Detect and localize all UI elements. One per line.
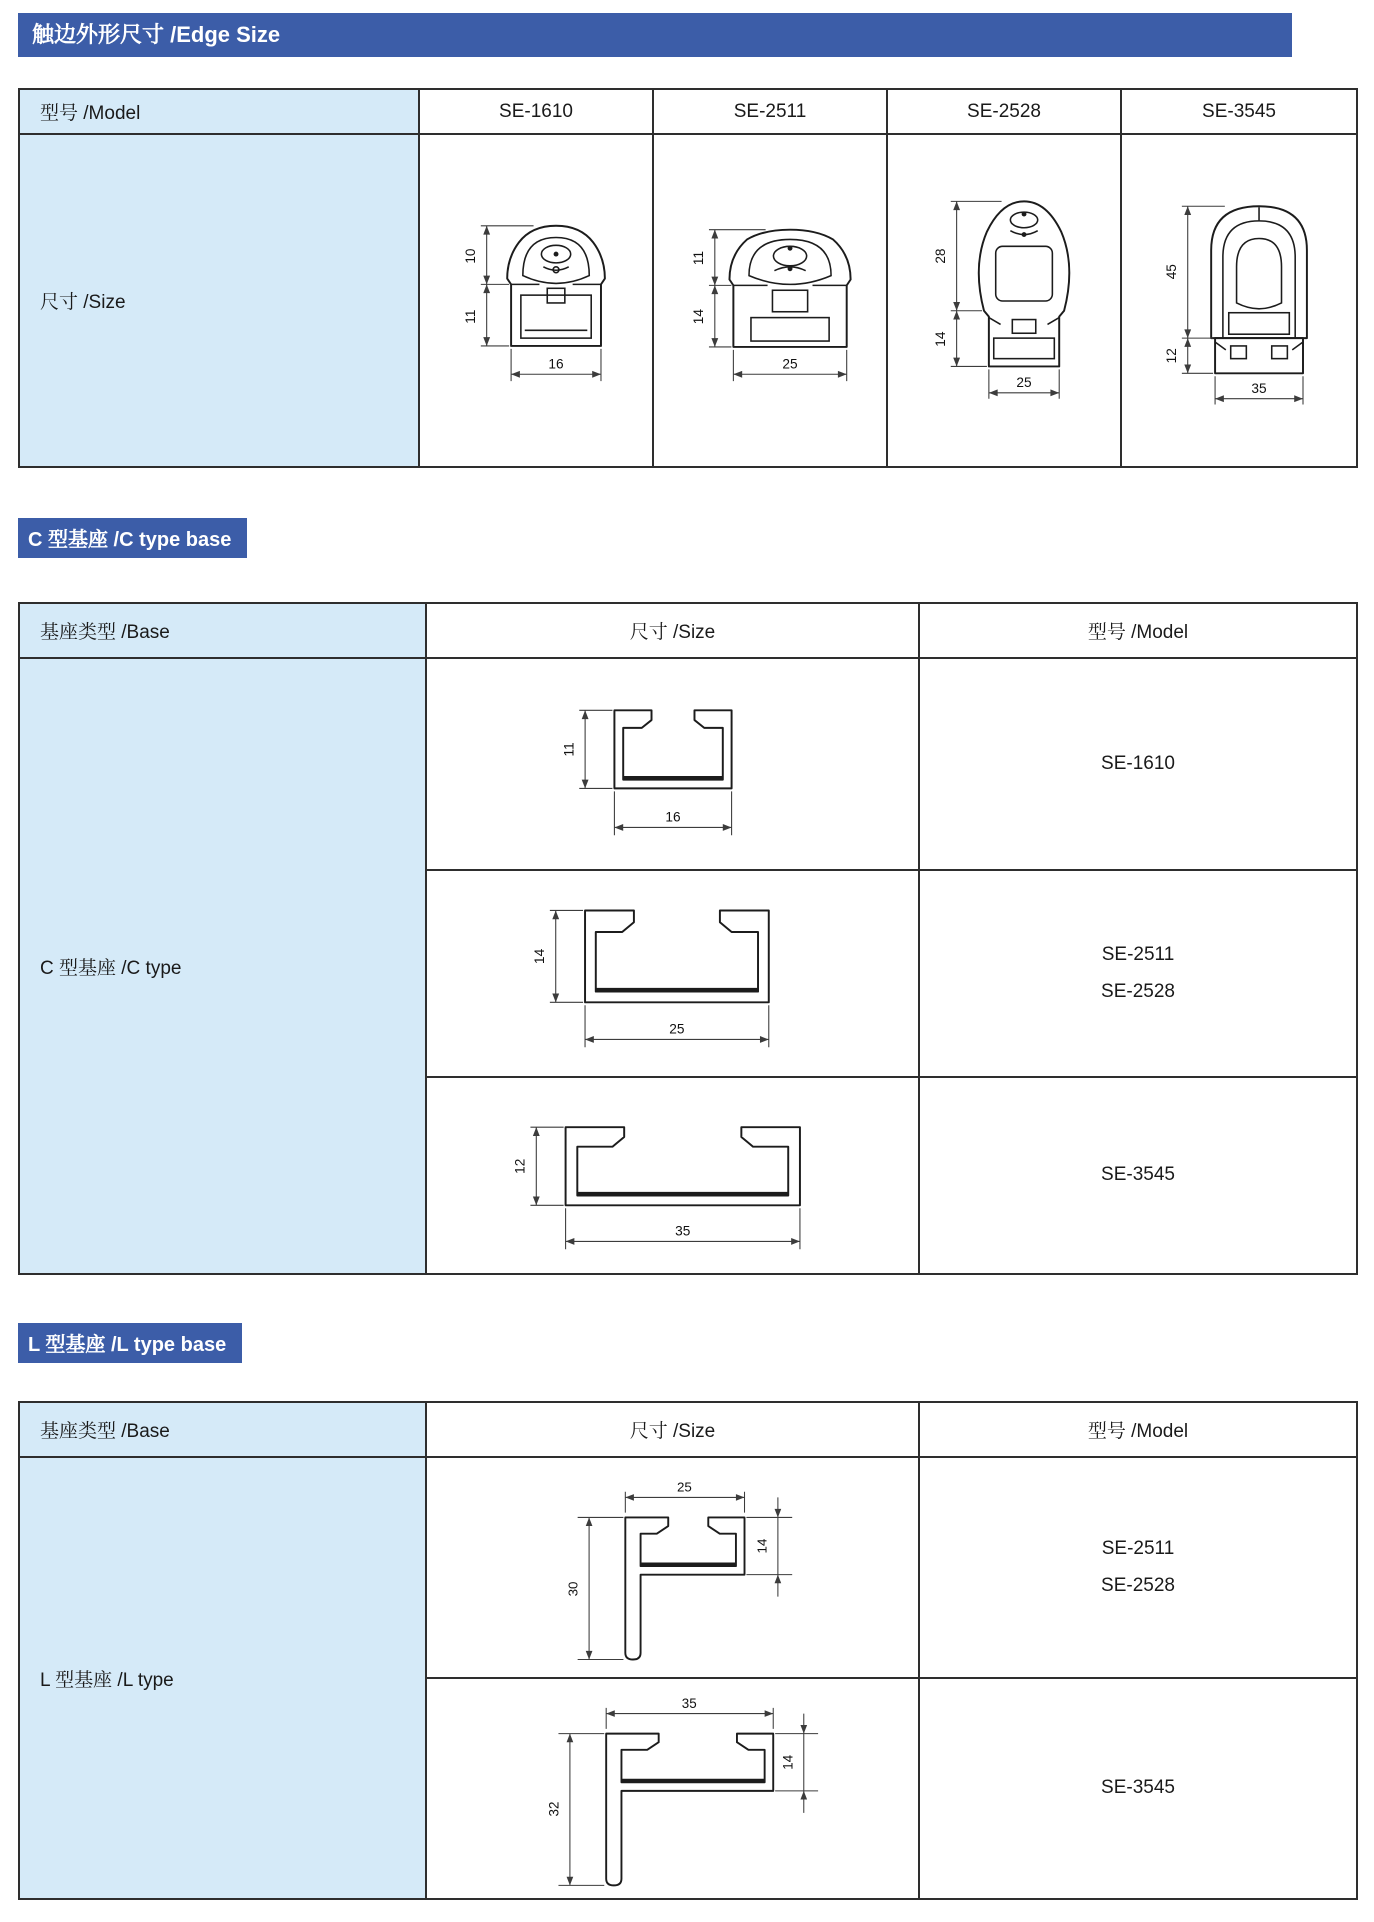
dim-channel-height: 14 xyxy=(779,1754,795,1770)
dim-top-height: 45 xyxy=(1163,263,1179,279)
c-profile-35-drawing-cell xyxy=(426,1077,919,1274)
dim-top-width: 35 xyxy=(681,1695,697,1711)
edge-size-header: 尺寸 /Size xyxy=(19,134,419,467)
l-profile-25-drawing-cell xyxy=(426,1457,919,1678)
dim-height: 14 xyxy=(531,948,547,965)
c-profile-35x12-drawing xyxy=(458,1093,888,1259)
edge-col-se-3545: SE-3545 xyxy=(1121,89,1357,134)
dim-width: 25 xyxy=(1015,374,1032,390)
edge-col-se-1610: SE-1610 xyxy=(419,89,653,134)
model-line: SE-2511 xyxy=(1101,944,1175,966)
dim-top-height: 28 xyxy=(932,247,948,264)
c-profile-16-drawing-cell xyxy=(426,658,919,870)
c-type-base-section-label: C 型基座 /C type base xyxy=(18,518,247,558)
edge-size-table xyxy=(18,88,1358,468)
se-1610-drawing-cell xyxy=(419,134,653,467)
se-2528-drawing-cell xyxy=(887,134,1121,467)
dim-base-height: 12 xyxy=(1163,347,1179,363)
l-size-header: 尺寸 /Size xyxy=(426,1402,919,1457)
c-model-se-3545 xyxy=(919,1077,1357,1274)
l-model-se-2511-2528 xyxy=(919,1457,1357,1678)
c-profile-25-drawing-cell xyxy=(426,870,919,1077)
dim-height: 11 xyxy=(560,742,576,757)
model-line: SE-2528 xyxy=(1101,980,1175,1002)
c-table-row-se-1610 xyxy=(19,658,1357,870)
edge-model-header: 型号 /Model xyxy=(19,89,419,134)
se-2511-drawing-cell xyxy=(653,134,887,467)
l-model-se-3545 xyxy=(919,1678,1357,1899)
model-line: SE-3545 xyxy=(1101,1164,1175,1186)
dim-top-width: 25 xyxy=(676,1479,692,1495)
dim-top-height: 10 xyxy=(462,247,478,264)
model-line: SE-1610 xyxy=(1101,752,1175,774)
dim-width: 35 xyxy=(1250,380,1267,396)
c-type-label: C 型基座 /C type xyxy=(19,658,426,1274)
dim-leg-height: 30 xyxy=(565,1581,581,1597)
edge-col-se-2511: SE-2511 xyxy=(653,89,887,134)
dim-base-height: 14 xyxy=(690,308,706,324)
l-profile-25x30-drawing xyxy=(463,1465,883,1670)
c-table-header-row xyxy=(19,603,1357,658)
c-size-header: 尺寸 /Size xyxy=(426,603,919,658)
dim-width: 25 xyxy=(668,1021,685,1037)
l-table-row-se-2511-2528 xyxy=(19,1457,1357,1678)
dim-top-height: 11 xyxy=(690,250,706,265)
l-type-base-section-label: L 型基座 /L type base xyxy=(18,1323,242,1363)
edge-table-size-row xyxy=(19,134,1357,467)
l-profile-35-drawing-cell xyxy=(426,1678,919,1899)
l-base-header: 基座类型 /Base xyxy=(19,1402,426,1457)
dim-width: 25 xyxy=(781,355,798,371)
c-model-se-2511-2528 xyxy=(919,870,1357,1077)
se-2511-profile-drawing xyxy=(658,174,883,428)
dim-leg-height: 32 xyxy=(545,1801,561,1817)
edge-table-header-row xyxy=(19,89,1357,134)
l-table-header-row xyxy=(19,1402,1357,1457)
l-profile-35x32-drawing xyxy=(463,1681,883,1896)
c-model-header: 型号 /Model xyxy=(919,603,1357,658)
dim-width: 16 xyxy=(664,809,681,825)
model-line: SE-3545 xyxy=(1101,1777,1175,1799)
se-1610-profile-drawing xyxy=(424,174,649,428)
dim-width: 16 xyxy=(547,355,564,371)
dim-width: 35 xyxy=(674,1223,690,1239)
l-model-header: 型号 /Model xyxy=(919,1402,1357,1457)
c-profile-25x14-drawing xyxy=(458,883,888,1064)
page-title: 触边外形尺寸 /Edge Size xyxy=(18,13,1292,57)
l-type-label: L 型基座 /L type xyxy=(19,1457,426,1899)
model-line: SE-2528 xyxy=(1101,1574,1175,1596)
dim-height: 12 xyxy=(512,1158,528,1174)
l-type-base-table xyxy=(18,1401,1358,1900)
dim-base-height: 14 xyxy=(932,330,948,347)
c-base-header: 基座类型 /Base xyxy=(19,603,426,658)
edge-col-se-2528: SE-2528 xyxy=(887,89,1121,134)
dim-channel-height: 14 xyxy=(753,1538,769,1554)
se-3545-drawing-cell xyxy=(1121,134,1357,467)
c-profile-16x11-drawing xyxy=(458,681,888,847)
dim-base-height: 11 xyxy=(462,309,478,324)
se-2528-profile-drawing xyxy=(892,174,1117,428)
model-line: SE-2511 xyxy=(1101,1538,1175,1560)
c-type-base-table xyxy=(18,602,1358,1275)
se-3545-profile-drawing xyxy=(1127,174,1352,428)
c-model-se-1610 xyxy=(919,658,1357,870)
